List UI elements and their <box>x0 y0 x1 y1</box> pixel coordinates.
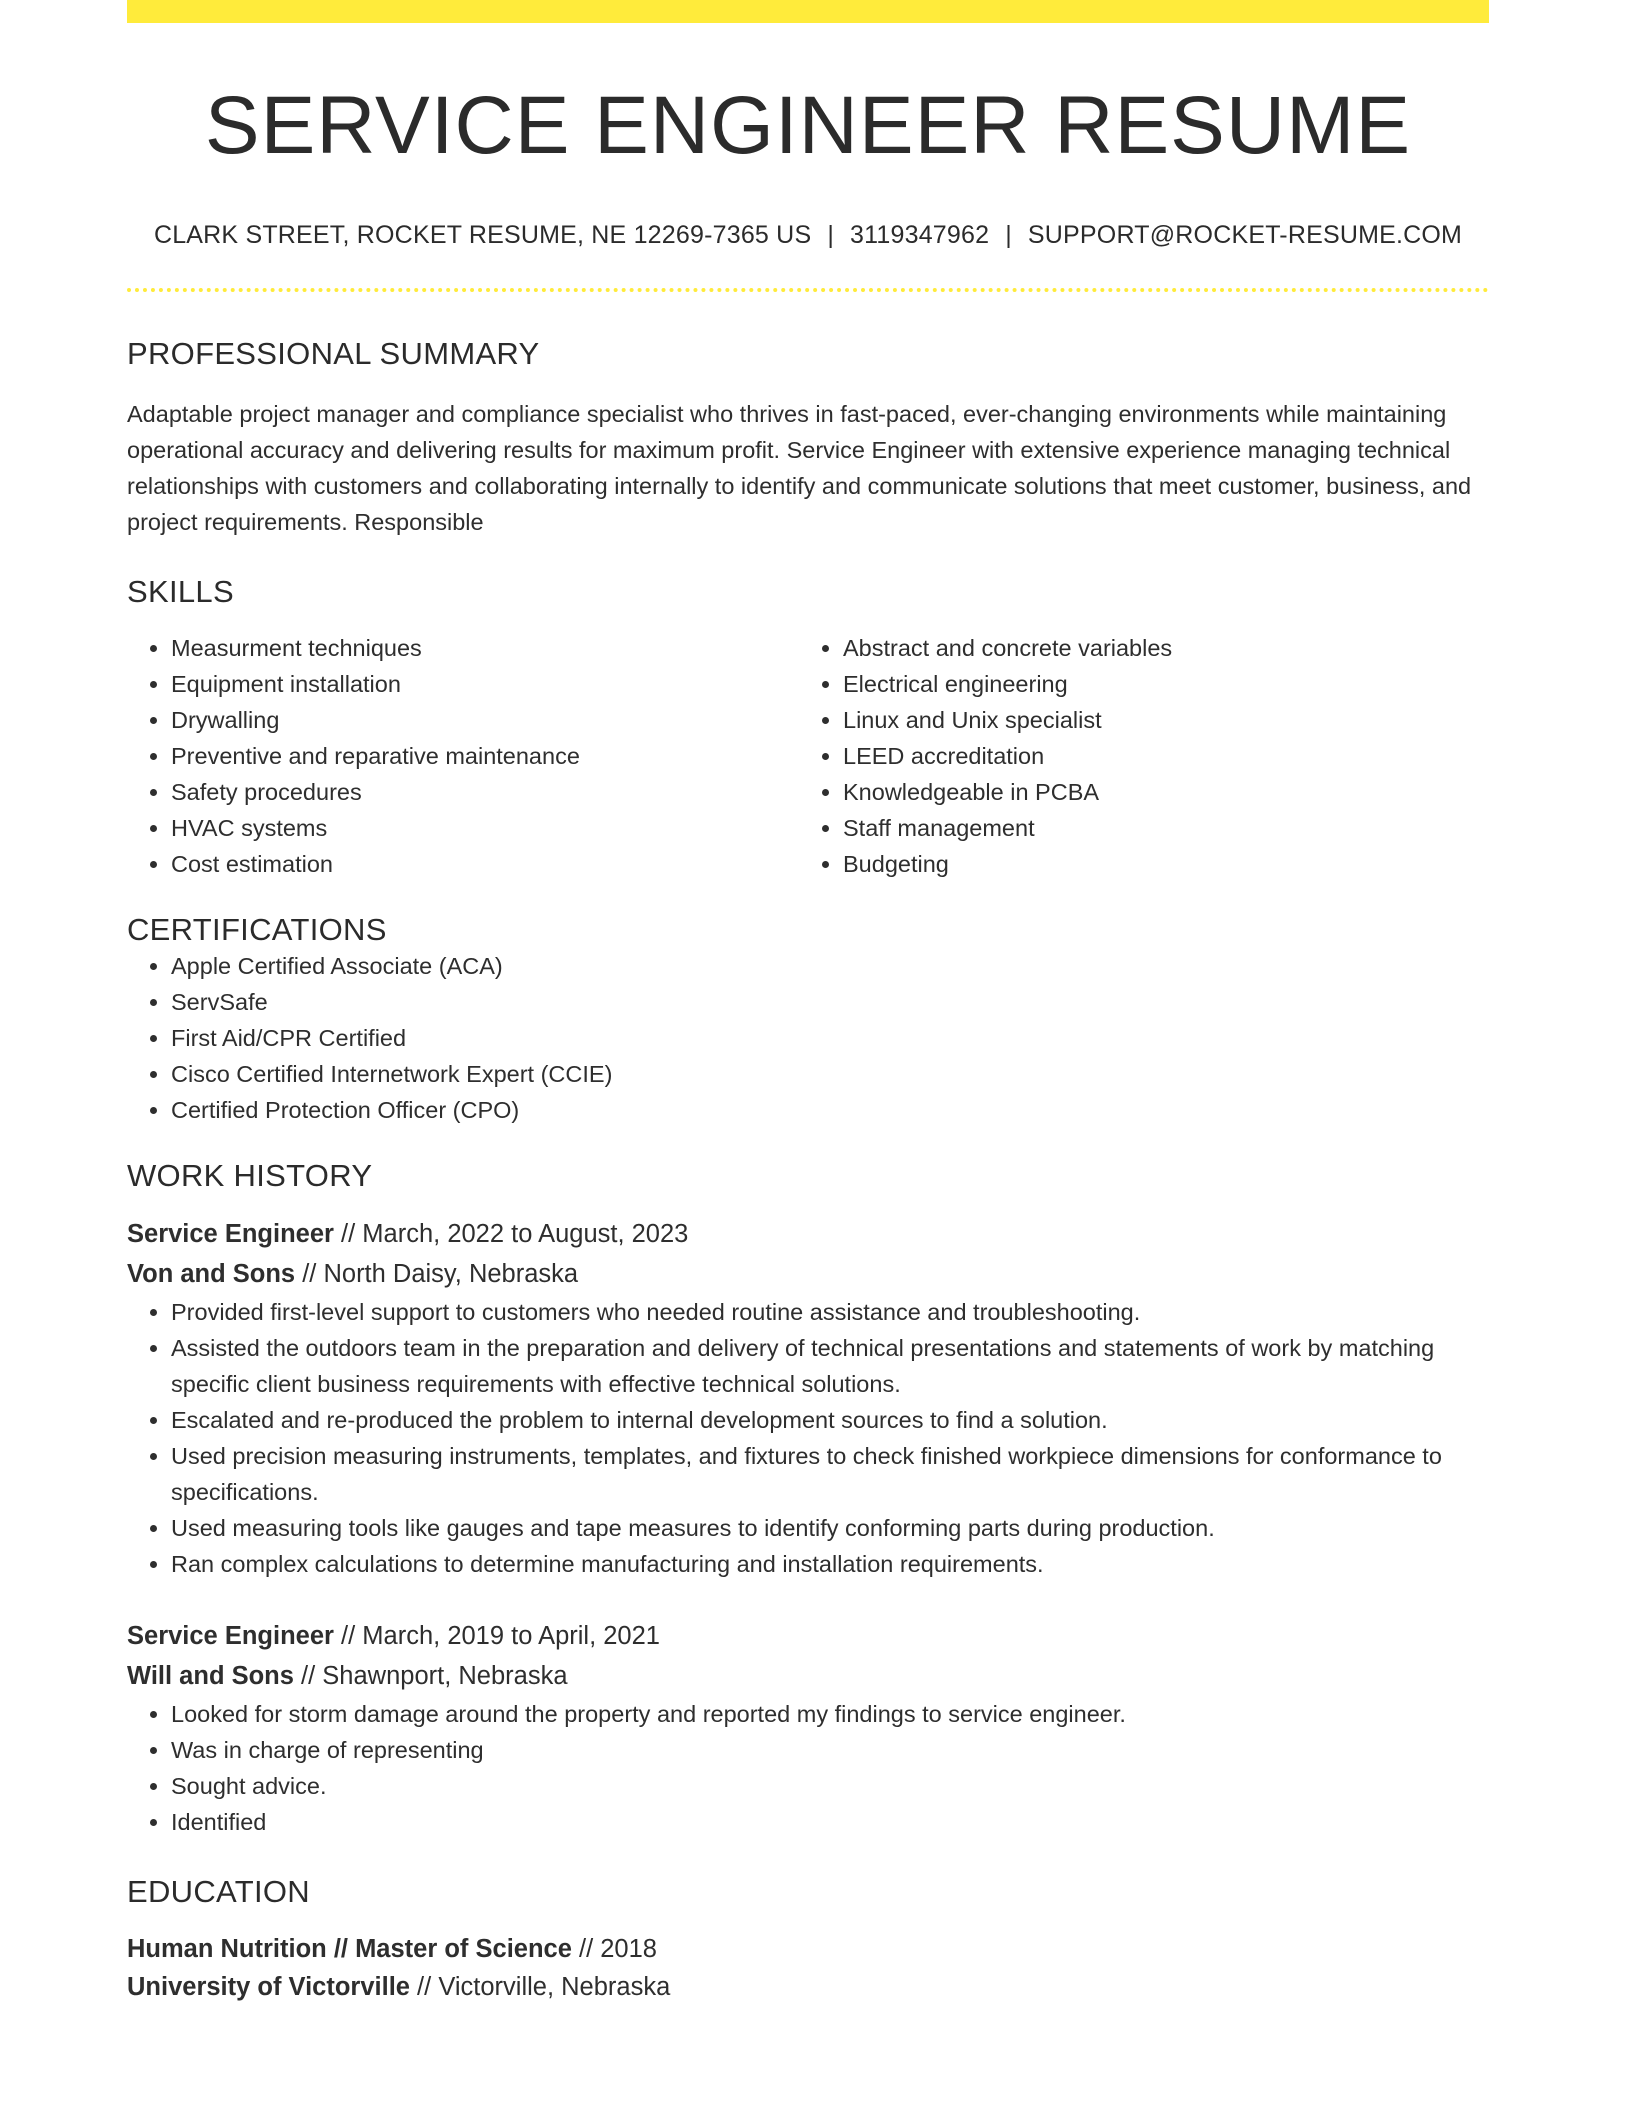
education-school-line <box>127 1968 1489 2006</box>
job-role: Service Engineer <box>127 1622 334 1651</box>
skill-item: • HVAC systems <box>171 810 799 846</box>
work-history-heading: WORK HISTORY <box>127 1158 373 1194</box>
job-duty: • Was in charge of representing <box>171 1732 1489 1768</box>
dotted-divider <box>127 288 1489 292</box>
contact-separator: | <box>827 221 835 250</box>
education-entry <box>127 1930 1489 2006</box>
education-heading: EDUCATION <box>127 1874 310 1910</box>
resume-title: SERVICE ENGINEER RESUME <box>204 80 1412 171</box>
skills-column-left <box>127 630 799 882</box>
skill-item: • Safety procedures <box>171 774 799 810</box>
job-role: Service Engineer <box>127 1220 334 1249</box>
job-dates: March, 2022 to August, 2023 <box>362 1220 689 1249</box>
job-company: Von and Sons <box>127 1260 296 1289</box>
education-year: 2018 <box>600 1935 657 1964</box>
job-duties-list <box>127 1696 1489 1840</box>
skills-column-right <box>799 630 1471 882</box>
certification-item: • ServSafe <box>171 984 1489 1020</box>
skill-item: • Budgeting <box>843 846 1471 882</box>
job-role-line <box>127 1616 1489 1656</box>
job-duty: • Used measuring tools like gauges and tape measures to identify conforming parts during production. <box>171 1510 1489 1546</box>
job-location: Shawnport, Nebraska <box>322 1662 568 1691</box>
job-header <box>127 1616 1489 1696</box>
job-role-line <box>127 1214 1489 1254</box>
job-duty: • Ran complex calculations to determine manufacturing and installation requirements. <box>171 1546 1489 1582</box>
contact-address: CLARK STREET, ROCKET RESUME, NE 12269-7365 US <box>153 221 812 250</box>
job-location: North Daisy, Nebraska <box>323 1260 579 1289</box>
education-degree: Human Nutrition // Master of Science <box>127 1935 572 1964</box>
job-duty: • Looked for storm damage around the property and reported my findings to service engineer. <box>171 1696 1489 1732</box>
job-duty: • Provided first-level support to customers who needed routine assistance and troubleshooting. <box>171 1294 1489 1330</box>
resume-page <box>127 0 1489 2006</box>
skill-item: • Preventive and reparative maintenance <box>171 738 799 774</box>
skills-heading: SKILLS <box>127 574 234 610</box>
education-divider: // <box>409 1973 439 2002</box>
job-divider: // <box>295 1260 324 1289</box>
certification-item: • First Aid/CPR Certified <box>171 1020 1489 1056</box>
top-accent-bar <box>127 0 1489 23</box>
skill-item: • Measurment techniques <box>171 630 799 666</box>
job-divider: // <box>293 1662 323 1691</box>
skill-item: • Knowledgeable in PCBA <box>843 774 1471 810</box>
contact-email: SUPPORT@ROCKET-RESUME.COM <box>1027 221 1463 250</box>
certification-item: • Certified Protection Officer (CPO) <box>171 1092 1489 1128</box>
skills-grid <box>127 630 1489 882</box>
summary-heading: PROFESSIONAL SUMMARY <box>127 336 540 372</box>
job-duty: • Assisted the outdoors team in the preparation and delivery of technical presentations and statements of work by matching specific client business requirements with effective technical solutions. <box>171 1330 1489 1402</box>
skill-item: • Drywalling <box>171 702 799 738</box>
job-company-line <box>127 1656 1489 1696</box>
contact-phone: 3119347962 <box>850 221 990 250</box>
education-school: University of Victorville <box>127 1973 410 2002</box>
job-duty: • Identified <box>171 1804 1489 1840</box>
job-dates: March, 2019 to April, 2021 <box>362 1622 660 1651</box>
certification-item: • Cisco Certified Internetwork Expert (CCIE) <box>171 1056 1489 1092</box>
job-divider: // <box>333 1622 363 1651</box>
job-duty: • Sought advice. <box>171 1768 1489 1804</box>
job-divider: // <box>333 1220 363 1249</box>
education-location: Victorville, Nebraska <box>438 1973 671 2002</box>
certifications-heading: CERTIFICATIONS <box>127 912 387 948</box>
skill-item: • Abstract and concrete variables <box>843 630 1471 666</box>
contact-separator: | <box>1005 221 1012 250</box>
job-duty: • Used precision measuring instruments, templates, and fixtures to check finished workpiece dimensions for conformance to specifications. <box>171 1438 1489 1510</box>
job-duty: • Escalated and re-produced the problem to internal development sources to find a solution. <box>171 1402 1489 1438</box>
job-header <box>127 1214 1489 1294</box>
skill-item: • LEED accreditation <box>843 738 1471 774</box>
job-company: Will and Sons <box>127 1662 294 1691</box>
education-divider: // <box>571 1935 601 1964</box>
skill-item: • Electrical engineering <box>843 666 1471 702</box>
skill-item: • Staff management <box>843 810 1471 846</box>
job-company-line <box>127 1254 1489 1294</box>
education-degree-line <box>127 1930 1489 1968</box>
skill-item: • Cost estimation <box>171 846 799 882</box>
certifications-list <box>127 948 1489 1128</box>
skill-item: • Linux and Unix specialist <box>843 702 1471 738</box>
summary-text: Adaptable project manager and compliance specialist who thrives in fast-paced, ever-changing environments while maintaining operational accuracy and delivering results for maximum profit. Service Engineer with extensive experience managing technical relationships with customers and collaborating internally to identify and communicate solutions that meet customer, business, and project requirements. Responsible <box>127 401 1472 536</box>
certification-item: • Apple Certified Associate (ACA) <box>171 948 1489 984</box>
job-duties-list <box>127 1294 1489 1582</box>
skill-item: • Equipment installation <box>171 666 799 702</box>
contact-line <box>127 221 1489 250</box>
